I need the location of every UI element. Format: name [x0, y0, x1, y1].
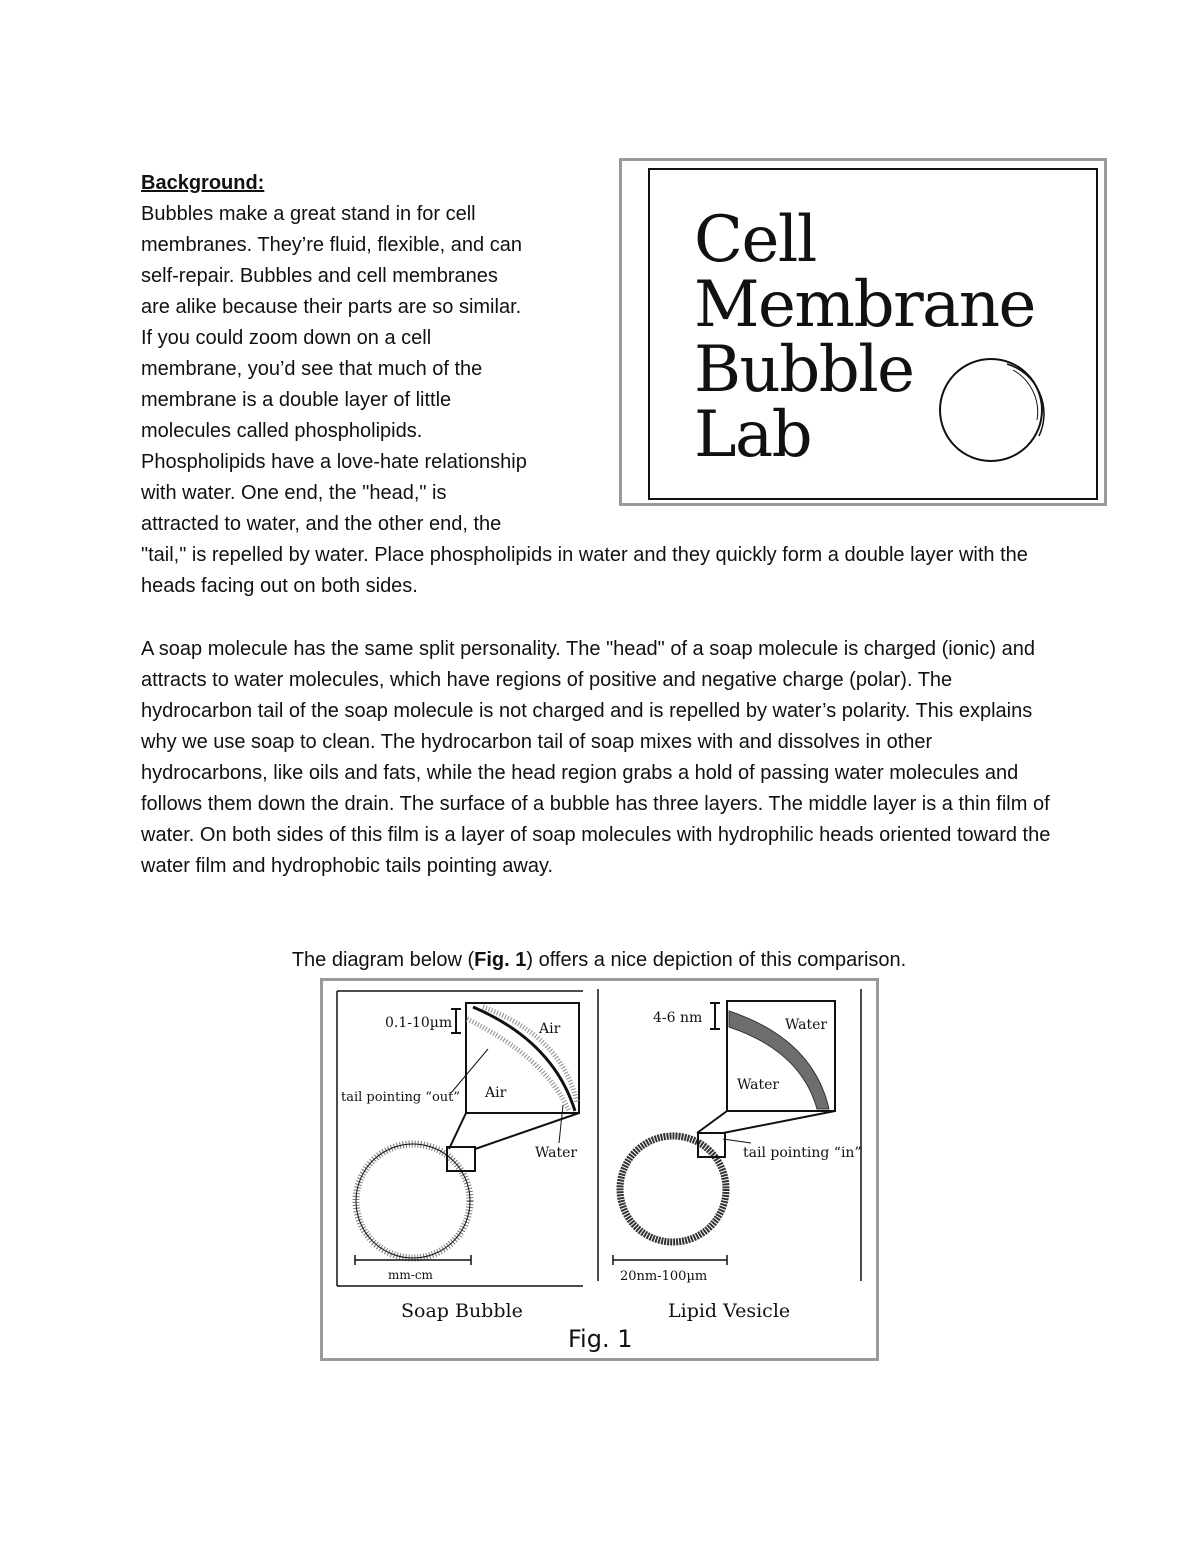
- vesicle-thickness-label: 4-6 nm: [653, 1010, 703, 1026]
- soap-air-outer-label: Air: [539, 1021, 561, 1037]
- fig-label: Fig. 1: [568, 1325, 633, 1353]
- soap-thickness-label: 0.1-10µm: [385, 1015, 453, 1031]
- background-paragraph-1-tail: "tail," is repelled by water. Place phospholipids in water and they quickly form a double layer with the heads facing out on both sides.: [141, 544, 1028, 597]
- paragraph-line: are alike because their parts are so similar.: [141, 296, 522, 318]
- background-heading: [141, 168, 1051, 199]
- paragraph-line: with water. One end, the "head," is: [141, 482, 447, 504]
- soap-bubble-panel: [337, 991, 583, 1322]
- lipid-vesicle-drawing: [620, 1136, 726, 1242]
- paragraph-line: attracted to water, and the other end, the: [141, 513, 502, 535]
- figure-intro-ref: Fig. 1: [474, 949, 527, 971]
- title-line-4: Lab: [694, 398, 812, 472]
- background-heading-label: Background:: [141, 172, 265, 194]
- soap-zoom-box: [466, 1003, 579, 1113]
- figure-intro-after: ) offers a nice depiction of this comparison.: [526, 949, 907, 971]
- paragraph-line: self-repair. Bubbles and cell membranes: [141, 265, 498, 287]
- figure-intro-before: The diagram below (: [291, 949, 475, 971]
- paragraph-line: Phospholipids have a love-hate relationship: [141, 451, 527, 473]
- paragraph-line: Bubbles make a great stand in for cell: [141, 203, 476, 225]
- background-paragraph-1: [141, 199, 1051, 540]
- title-line-1: Cell: [694, 203, 816, 277]
- paragraph-line: membrane is a double layer of little: [141, 389, 452, 411]
- vesicle-water-outer-label: Water: [785, 1017, 828, 1033]
- lipid-vesicle-panel: [613, 989, 862, 1322]
- membrane-diagram: [323, 981, 876, 1358]
- soap-air-inner-label: Air: [485, 1085, 507, 1101]
- paragraph-line: membranes. They’re fluid, flexible, and can: [141, 234, 522, 256]
- soap-scale-label: mm-cm: [388, 1268, 433, 1282]
- lipid-vesicle-caption: Lipid Vesicle: [668, 1300, 791, 1322]
- soap-bubble-drawing: [356, 1144, 470, 1258]
- paragraph-line: If you could zoom down on a cell: [141, 327, 432, 349]
- title-line-2: Membrane: [694, 268, 1035, 342]
- figure-intro: [141, 945, 1057, 976]
- soap-water-label: Water: [535, 1145, 578, 1161]
- paragraph-line: molecules called phospholipids.: [141, 420, 423, 442]
- background-paragraph-2: A soap molecule has the same split personality. The "head" of a soap molecule is charged (ionic) and attracts to water molecules, which have regions of positive and negative charge (polar). The hydrocarbon tail of the soap molecule is not charged and is repelled by water’s polarity. This explains why we use soap to clean. The hydrocarbon tail of soap mixes with and dissolves in other hydrocarbons, like oils and fats, while the head region grabs a hold of passing water molecules and follows them down the drain. The surface of a bubble has three layers. The middle layer is a thin film of water. On both sides of this film is a layer of soap molecules with hydrophilic heads oriented toward the water film and hydrophobic tails pointing away.: [141, 638, 1051, 877]
- vesicle-tail-label: tail pointing “in”: [743, 1145, 862, 1161]
- soap-bubble-caption: Soap Bubble: [401, 1300, 523, 1322]
- paragraph-line: membrane, you’d see that much of the: [141, 358, 483, 380]
- soap-tail-label: tail pointing “out”: [341, 1090, 461, 1105]
- figure-1: [320, 978, 879, 1361]
- vesicle-water-inner-label: Water: [737, 1077, 780, 1093]
- vesicle-scale-label: 20nm-100µm: [620, 1269, 708, 1284]
- title-line-3: Bubble: [694, 333, 914, 407]
